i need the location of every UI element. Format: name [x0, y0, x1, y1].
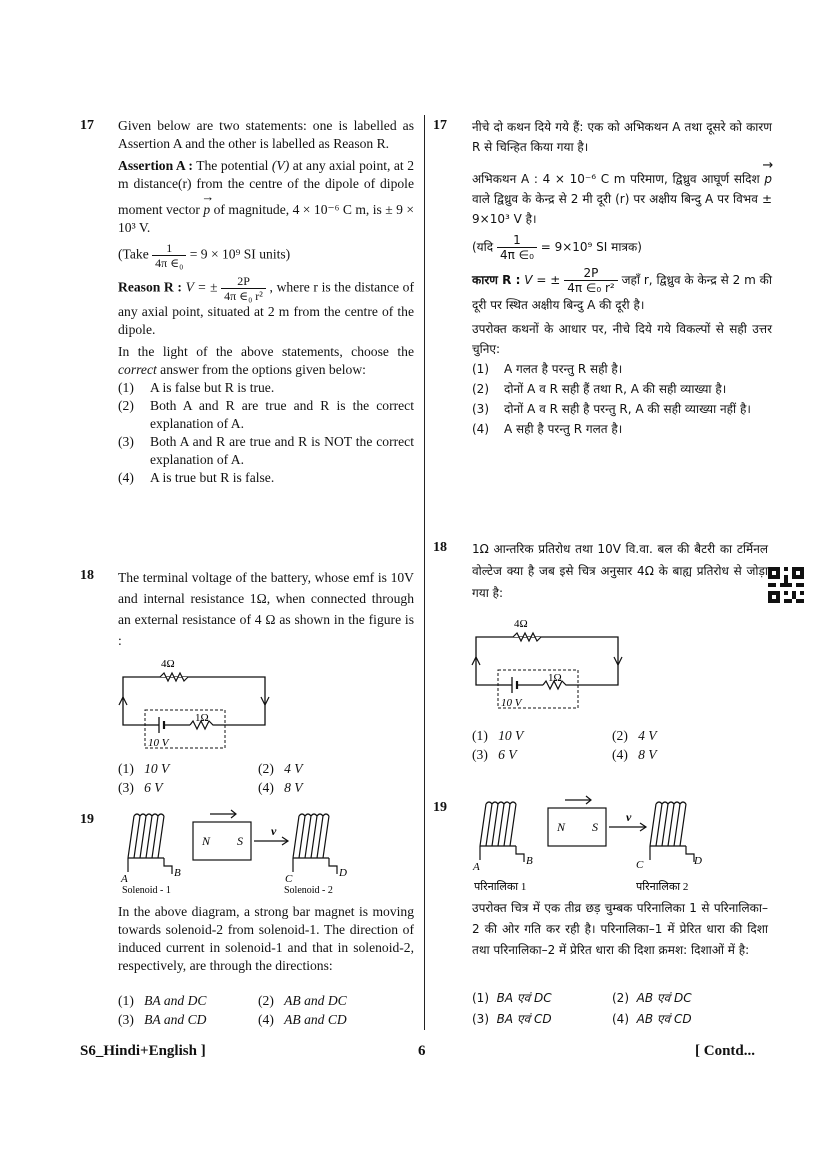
option[interactable]: [612, 1009, 752, 1029]
reason-fraction: [221, 274, 266, 303]
q17-instruction: [118, 343, 414, 379]
option-text: 4 V: [638, 728, 657, 743]
terminal-a: A: [121, 873, 128, 885]
option-num: (3): [472, 747, 488, 762]
option-text: दोनों A व R सही है परन्तु R, A की सही व्याख्या नहीं है।: [504, 402, 751, 416]
option[interactable]: [258, 779, 398, 797]
option[interactable]: [258, 992, 398, 1010]
solenoid-1-label: परिनालिका 1: [474, 881, 527, 893]
magnet-south: S: [592, 820, 598, 834]
option-num: (3): [118, 780, 134, 795]
emf-label: 10 V: [148, 737, 169, 749]
assertion-text-2: at any axial point, at 2 m distance(r) from the centre of the dipole of dipole moment vector: [118, 158, 414, 217]
option-num: (4): [118, 470, 134, 485]
q19-hindi: [472, 898, 768, 965]
hi-assertion-1: अभिकथन A : 4 × 10⁻⁶ C m परिमाण, द्विध्रुव आघूर्ण सदिश: [472, 172, 760, 186]
q17-hi-take: [472, 233, 772, 262]
option-num: (3): [472, 402, 489, 416]
reason-v: V = ±: [185, 279, 218, 295]
option-num: (2): [612, 991, 629, 1005]
q18-hi-number: 18: [433, 540, 447, 555]
q18-english: [118, 567, 414, 655]
terminal-b: B: [526, 855, 533, 867]
option-text: 8 V: [284, 780, 303, 795]
option-num: (1): [118, 993, 134, 1008]
option-text: 6 V: [144, 780, 163, 795]
q19-english: [118, 903, 414, 979]
option[interactable]: [472, 1009, 612, 1029]
option-num: (2): [612, 728, 628, 743]
option-text: AB एवं DC: [636, 991, 692, 1005]
q18-text: The terminal voltage of the battery, whose emf is 10V and internal resistance 1Ω, when connected through an external resistance of 4 Ω as shown in the figure is :: [118, 570, 414, 648]
magnet-north: N: [202, 834, 211, 848]
q19-number: 19: [80, 812, 94, 827]
q17-reason: [118, 274, 414, 339]
hi-reason-label: कारण R :: [472, 273, 521, 287]
option-num: (1): [472, 728, 488, 743]
q19-hi-text: उपरोक्त चित्र में एक तीव्र छड़ चुम्बक परिनालिका 1 से परिनालिका–2 की ओर गति कर रही है। परिनालिका–1 में प्रेरित धारा की दिशा तथा परिनालिका–2 में प्रेरित धारा की दिशा क्रमश: दिशाओं में है:: [472, 901, 768, 957]
hi-reason-num: 2P: [564, 266, 618, 281]
option-text: A सही है परन्तु R गलत है।: [504, 422, 623, 436]
external-resistor-label: 4Ω: [161, 658, 175, 670]
option[interactable]: [472, 988, 612, 1008]
q17-english: [118, 117, 414, 487]
terminal-d: D: [339, 867, 347, 879]
q19-hi-number: 19: [433, 800, 447, 815]
option[interactable]: [118, 992, 258, 1010]
column-divider: [424, 115, 425, 1030]
option-text: BA and DC: [144, 993, 207, 1008]
q18-hi-circuit-diagram: [468, 615, 628, 715]
take-rest: = 9 × 10⁹ SI units): [189, 246, 291, 262]
q17-number: 17: [80, 118, 94, 133]
qr-code: [768, 567, 804, 603]
option[interactable]: [472, 379, 772, 399]
hi-reason-den: 4π ∈₀ r²: [567, 281, 615, 295]
q18-circuit-diagram: [115, 655, 275, 755]
solenoid-2-label: Solenoid - 2: [284, 885, 333, 896]
footer-code: S6_Hindi+English ]: [80, 1043, 206, 1059]
q17-options: [118, 379, 414, 487]
hi-take-rest: = 9×10⁹ SI मात्रक): [540, 240, 642, 254]
option[interactable]: [472, 727, 612, 745]
option-num: (4): [612, 747, 628, 762]
option-text: A is true but R is false.: [150, 470, 275, 485]
option[interactable]: [612, 746, 752, 764]
option[interactable]: [472, 399, 772, 419]
hi-reason-fraction: [564, 266, 618, 295]
reason-text: , where r is the distance of any axial point, situated at 2 m from the centre of the dipole.: [118, 279, 415, 337]
solenoid-1-label: Solenoid - 1: [122, 885, 171, 896]
velocity-label: v: [626, 810, 632, 824]
option-num: (3): [118, 434, 134, 449]
hi-reason-text: जहाँ r, द्विध्रुव के केन्द्र से 2 m की दूरी पर स्थित अक्षीय बिन्दु A की दूरी है।: [472, 273, 772, 312]
option-text: AB एवं CD: [636, 1012, 692, 1026]
q18-options: [118, 760, 398, 797]
reason-num: 2P: [221, 274, 266, 289]
q19-text: In the above diagram, a strong bar magnet is moving towards solenoid-2 from solenoid-1. The direction of induced current in solenoid-1 and that in solenoid-2, respectively, are through the directions:: [118, 904, 414, 973]
vector-p: → p: [203, 193, 210, 219]
option[interactable]: [472, 359, 772, 379]
option-num: (1): [472, 991, 489, 1005]
take-fraction: [152, 241, 186, 270]
q17-hi-instruction: उपरोक्त कथनों के आधार पर, नीचे दिये गये विकल्पों से सही उत्तर चुनिए:: [472, 322, 772, 356]
take-open: (Take: [118, 246, 149, 262]
terminal-c: C: [636, 859, 644, 871]
magnet-south: S: [237, 834, 243, 848]
terminal-a: A: [473, 861, 480, 873]
option[interactable]: [118, 397, 414, 433]
instruction-2: answer from the options given below:: [160, 362, 366, 377]
page-number: 6: [418, 1043, 426, 1059]
take-den: 4π ∈₀: [155, 256, 184, 270]
option[interactable]: [258, 1011, 398, 1029]
q17-hi-assertion: [472, 161, 772, 229]
option-text: 6 V: [498, 747, 517, 762]
q17-hi-reason: [472, 266, 772, 315]
option-text: AB and CD: [284, 1012, 347, 1027]
q19-hi-options: [472, 988, 752, 1029]
option-text: BA and CD: [144, 1012, 207, 1027]
reason-den: 4π ∈₀ r²: [224, 289, 263, 303]
hi-take-den: 4π ∈₀: [499, 248, 534, 262]
external-resistor-label: 4Ω: [514, 618, 528, 630]
q19-options: [118, 992, 398, 1029]
hi-take-fraction: [497, 233, 537, 262]
option-num: (3): [118, 1012, 134, 1027]
velocity-label: v: [271, 824, 277, 838]
terminal-d: D: [694, 855, 702, 867]
option[interactable]: [118, 760, 258, 778]
emf-label: 10 V: [501, 697, 522, 709]
q19-hi-solenoid-diagram: [470, 790, 750, 894]
q18-number: 18: [80, 568, 94, 583]
option-num: (4): [612, 1012, 629, 1026]
q17-take: [118, 241, 414, 270]
magnet-north: N: [557, 820, 566, 834]
q17-hi-number: 17: [433, 118, 447, 133]
internal-resistor-label: 1Ω: [548, 672, 562, 684]
terminal-c: C: [285, 873, 293, 885]
option[interactable]: [118, 433, 414, 469]
q18-hi-options: [472, 727, 752, 764]
q19-solenoid-diagram: [118, 804, 368, 896]
hi-reason-v: V = ±: [524, 273, 561, 287]
option-text: A is false but R is true.: [150, 380, 275, 395]
option-num: (4): [258, 1012, 274, 1027]
option[interactable]: [118, 1011, 258, 1029]
option[interactable]: [472, 419, 772, 439]
assertion-text-1: The potential: [196, 158, 269, 173]
take-num: 1: [152, 241, 186, 256]
q17-hi-intro: नीचे दो कथन दिये गये हैं: एक को अभिकथन A तथा दूसरे को कारण R से चिन्हित किया गया है।: [472, 120, 772, 154]
option[interactable]: [118, 379, 414, 397]
option-text: BA एवं DC: [496, 991, 552, 1005]
option-text: Both A and R are true and R is the correct explanation of A.: [150, 398, 414, 431]
option-num: (2): [258, 761, 274, 776]
q17-assertion: [118, 157, 414, 237]
option-num: (1): [472, 362, 489, 376]
option-num: (2): [472, 382, 489, 396]
footer-contd: [ Contd...: [695, 1043, 756, 1059]
vector-p: → p: [764, 161, 772, 189]
assertion-text-3: of magnitude, 4 × 10⁻⁶ C m, is ± 9 × 10³ V.: [118, 202, 415, 235]
option-text: Both A and R are true and R is NOT the correct explanation of A.: [150, 434, 414, 467]
q18-hi-text: 1Ω आन्तरिक प्रतिरोध तथा 10V वि.वा. बल की बैटरी का टर्मिनल वोल्टेज क्या है जब इसे चित्र अनुसार 4Ω के बाह्य प्रतिरोध से जोड़ा गया है:: [472, 542, 768, 600]
solenoid-2-label: परिनालिका 2: [636, 881, 689, 893]
option[interactable]: [258, 760, 398, 778]
instruction-1: In the light of the above statements, choose the: [118, 344, 414, 359]
q17-hi-options: [472, 359, 772, 439]
option-num: (1): [118, 761, 134, 776]
hi-take-num: 1: [497, 233, 537, 248]
option-text: 8 V: [638, 747, 657, 762]
q17-intro: Given below are two statements: one is labelled as Assertion A and the other is labelled as Reason R.: [118, 118, 414, 151]
internal-resistor-label: 1Ω: [195, 712, 209, 724]
option-num: (3): [472, 1012, 489, 1026]
option[interactable]: [118, 469, 414, 487]
option[interactable]: [612, 988, 752, 1008]
option-text: A गलत है परन्तु R सही है।: [504, 362, 623, 376]
option-num: (1): [118, 380, 134, 395]
instruction-correct: correct: [118, 362, 157, 377]
option-num: (2): [118, 398, 134, 413]
option-num: (4): [258, 780, 274, 795]
reason-label: Reason R :: [118, 279, 182, 295]
q17-hindi: [472, 117, 772, 439]
assertion-v: (V): [271, 158, 290, 173]
terminal-b: B: [174, 867, 181, 879]
option-text: दोनों A व R सही हैं तथा R, A की सही व्याख्या है।: [504, 382, 727, 396]
option-num: (4): [472, 422, 489, 436]
option-text: AB and DC: [284, 993, 347, 1008]
hi-take-open: (यदि: [472, 240, 494, 254]
assertion-label: Assertion A :: [118, 158, 193, 173]
option-num: (2): [258, 993, 274, 1008]
option-text: 10 V: [498, 728, 524, 743]
option[interactable]: [118, 779, 258, 797]
q18-hindi: [472, 538, 768, 608]
option[interactable]: [472, 746, 612, 764]
option-text: 10 V: [144, 761, 170, 776]
option-text: 4 V: [284, 761, 303, 776]
option-text: BA एवं CD: [496, 1012, 552, 1026]
hi-assertion-2: वाले द्विध्रुव के केन्द्र से 2 मी दूरी (r) पर अक्षीय बिन्दु A पर विभव ± 9×10³ V है।: [472, 192, 772, 226]
option[interactable]: [612, 727, 752, 745]
